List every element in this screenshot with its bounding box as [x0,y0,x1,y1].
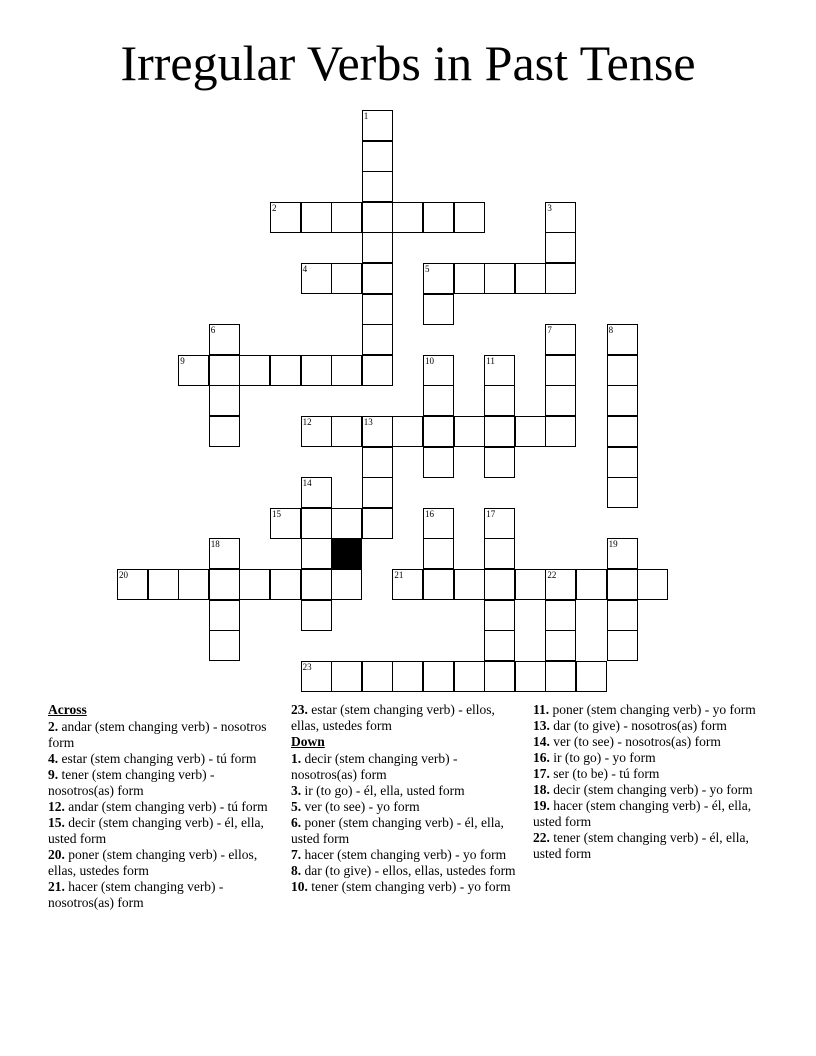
grid-cell[interactable] [301,416,332,447]
grid-cell[interactable] [362,447,393,478]
grid-cell[interactable] [607,569,638,600]
clue-text: poner (stem changing verb) - ellos, ellas, ustedes form [48,847,258,878]
grid-cell[interactable] [331,661,362,692]
clue-item [533,782,763,798]
cell-number: 8 [608,325,614,336]
cell-number: 6 [210,325,216,336]
clue-text: tener (stem changing verb) - nosotros(as) form [48,767,215,798]
clue-number: 4. [48,751,59,766]
clue-item [533,750,763,766]
grid-cell[interactable] [545,202,576,233]
grid-cell[interactable] [454,569,485,600]
clue-number: 5. [291,799,302,814]
clue-number: 7. [291,847,302,862]
clue-item [48,879,278,911]
clue-item [48,767,278,799]
clue-number: 12. [48,799,65,814]
clue-text: hacer (stem changing verb) - él, ella, usted form [533,798,752,829]
grid-cell[interactable] [607,447,638,478]
clue-text: poner (stem changing verb) - yo form [552,702,756,717]
grid-cell[interactable] [423,385,454,416]
cell-number: 21 [394,570,404,580]
clue-number: 22. [533,830,550,845]
grid-cell[interactable] [423,294,454,325]
grid-cell[interactable] [545,630,576,661]
clue-number: 16. [533,750,550,765]
grid-cell[interactable] [117,569,148,600]
grid-cell[interactable] [178,569,209,600]
grid-cell[interactable] [637,569,668,600]
cell-number: 16 [425,508,434,519]
clue-item [533,702,763,718]
clue-text: ver (to see) - yo form [304,799,420,814]
grid-cell[interactable] [392,661,423,692]
clue-text: decir (stem changing verb) - nosotros(as) form [291,751,458,782]
cell-number: 5 [425,264,430,274]
clue-item [291,799,521,815]
cell-number: 3 [547,202,552,213]
grid-cell[interactable] [576,569,607,600]
grid-cell[interactable] [148,569,179,600]
clue-item [533,718,763,734]
cell-number: 12 [302,417,312,427]
grid-cell[interactable] [515,661,546,692]
grid-cell[interactable] [362,508,393,539]
clue-column-2 [291,702,521,895]
clue-item [533,734,763,750]
clue-column-1 [48,702,278,911]
cell-number: 2 [272,202,277,213]
grid-cell[interactable] [484,569,515,600]
grid-cell[interactable] [209,324,240,355]
clue-text: dar (to give) - ellos, ellas, ustedes form [304,863,516,878]
clue-number: 10. [291,879,308,894]
grid-cell[interactable] [607,355,638,386]
grid-cell[interactable] [423,661,454,692]
clue-item [48,799,278,815]
grid-cell[interactable] [301,202,332,233]
cell-number: 18 [210,539,220,550]
cell-number: 9 [180,355,185,366]
clue-number: 9. [48,767,59,782]
grid-cell[interactable] [454,202,485,233]
clue-text: ir (to go) - yo form [553,750,656,765]
grid-cell[interactable] [270,508,301,539]
grid-cell[interactable] [607,600,638,631]
clue-text: poner (stem changing verb) - él, ella, usted form [291,815,504,846]
grid-cell[interactable] [362,141,393,172]
grid-cell[interactable] [545,385,576,416]
grid-cell[interactable] [545,232,576,263]
cell-number: 10 [425,355,434,366]
grid-cell[interactable] [545,600,576,631]
grid-cell[interactable] [362,355,393,386]
clue-item [533,830,763,862]
grid-cell[interactable] [209,355,240,386]
grid-cell[interactable] [301,569,332,600]
clue-text: ser (to be) - tú form [553,766,660,781]
grid-cell[interactable] [178,355,209,386]
cell-number: 22 [547,570,557,580]
clue-text: ver (to see) - nosotros(as) form [553,734,721,749]
grid-cell[interactable] [362,294,393,325]
grid-cell[interactable] [484,447,515,478]
grid-cell[interactable] [515,569,546,600]
grid-cell[interactable] [423,416,454,447]
clue-number: 14. [533,734,550,749]
grid-cell[interactable] [270,569,301,600]
clue-number: 20. [48,847,65,862]
grid-cell[interactable] [545,569,576,600]
grid-cell[interactable] [392,202,423,233]
clue-text: ir (to go) - él, ella, usted form [304,783,465,798]
grid-cell[interactable] [301,600,332,631]
clue-item [48,815,278,847]
grid-cell[interactable] [576,661,607,692]
clue-number: 11. [533,702,550,717]
clue-item [48,847,278,879]
clue-text: hacer (stem changing verb) - yo form [304,847,507,862]
clue-text: estar (stem changing verb) - ellos, ellas, ustedes form [291,702,495,733]
clue-number: 6. [291,815,302,830]
grid-cell[interactable] [607,630,638,661]
grid-cell[interactable] [484,630,515,661]
grid-cell[interactable] [392,569,423,600]
grid-cell[interactable] [331,202,362,233]
grid-cell[interactable] [209,416,240,447]
grid-cell[interactable] [270,355,301,386]
grid-cell[interactable] [362,661,393,692]
grid-cell[interactable] [484,661,515,692]
grid-cell[interactable] [239,355,270,386]
puzzle-title: Irregular Verbs in Past Tense [120,35,696,91]
grid-cell[interactable] [484,538,515,569]
clue-number: 15. [48,815,65,830]
cell-number: 4 [302,264,308,274]
grid-cell[interactable] [362,477,393,508]
clue-item [291,783,521,799]
grid-cell[interactable] [301,477,332,508]
grid-cell[interactable] [209,538,240,569]
grid-cell[interactable] [545,355,576,386]
grid-cell[interactable] [270,202,301,233]
grid-cell[interactable] [423,355,454,386]
clue-number: 2. [48,719,59,734]
grid-cell[interactable] [331,416,362,447]
cell-number: 20 [119,570,128,580]
grid-cell[interactable] [484,355,515,386]
clue-text: dar (to give) - nosotros(as) form [553,718,727,733]
clue-text: hacer (stem changing verb) - nosotros(as) form [48,879,224,910]
grid-cell[interactable] [515,263,546,294]
grid-cell[interactable] [392,416,423,447]
clue-item [533,798,763,830]
grid-cell[interactable] [239,569,270,600]
clue-item [291,751,521,783]
grid-cell[interactable] [209,569,240,600]
clue-text: estar (stem changing verb) - tú form [61,751,257,766]
clue-number: 19. [533,798,550,813]
clue-number: 21. [48,879,65,894]
grid-cell[interactable] [545,263,576,294]
grid-cell[interactable] [331,508,362,539]
clue-text: andar (stem changing verb) - nosotros form [48,719,267,750]
grid-cell[interactable] [484,385,515,416]
grid-cell[interactable] [362,171,393,202]
clue-text: tener (stem changing verb) - yo form [311,879,511,894]
grid-cell[interactable] [362,232,393,263]
grid-cell[interactable] [515,416,546,447]
grid-cell[interactable] [484,416,515,447]
clue-item [291,815,521,847]
clue-number: 23. [291,702,308,717]
grid-cell[interactable] [209,630,240,661]
grid-cell[interactable] [362,324,393,355]
grid-cell[interactable] [362,416,393,447]
grid-cell[interactable] [423,508,454,539]
clue-item [291,863,521,879]
grid-cell[interactable] [545,416,576,447]
grid-cell[interactable] [301,508,332,539]
clue-text: andar (stem changing verb) - tú form [68,799,268,814]
grid-cell[interactable] [209,600,240,631]
grid-cell[interactable] [362,263,393,294]
grid-cell[interactable] [607,477,638,508]
cell-number: 7 [547,325,552,336]
clue-item [48,719,278,751]
clue-item [291,879,521,895]
cell-number: 23 [302,661,312,672]
grid-cell[interactable] [362,110,393,141]
clue-item [291,702,521,734]
cell-number: 11 [486,355,495,366]
cell-number: 14 [302,478,312,489]
black-square [331,538,362,569]
clue-item [291,847,521,863]
grid-cell[interactable] [301,263,332,294]
grid-cell[interactable] [545,661,576,692]
clue-number: 13. [533,718,550,733]
cell-number: 17 [486,508,496,519]
grid-cell[interactable] [331,263,362,294]
clue-text: decir (stem changing verb) - yo form [553,782,753,797]
across-header: Across [48,702,87,717]
grid-cell[interactable] [607,385,638,416]
down-header: Down [291,734,325,749]
grid-cell[interactable] [484,263,515,294]
grid-cell[interactable] [607,416,638,447]
clue-item [48,751,278,767]
grid-cell[interactable] [423,447,454,478]
grid-cell[interactable] [423,569,454,600]
grid-cell[interactable] [454,263,485,294]
grid-cell[interactable] [454,661,485,692]
clue-text: decir (stem changing verb) - él, ella, usted form [48,815,264,846]
grid-cell[interactable] [484,600,515,631]
clue-number: 8. [291,863,302,878]
clue-number: 18. [533,782,550,797]
grid-cell[interactable] [331,569,362,600]
grid-cell[interactable] [301,538,332,569]
cell-number: 13 [363,417,373,427]
grid-cell[interactable] [301,661,332,692]
grid-cell[interactable] [362,202,393,233]
clue-number: 3. [291,783,302,798]
cell-number: 1 [363,111,369,121]
cell-number: 15 [272,508,281,519]
clue-item [533,766,763,782]
clue-number: 1. [291,751,302,766]
grid-cell[interactable] [607,324,638,355]
grid-cell[interactable] [301,355,332,386]
cell-number: 19 [608,539,618,550]
clue-number: 17. [533,766,550,781]
grid-cell[interactable] [331,355,362,386]
grid-cell[interactable] [423,202,454,233]
clue-text: tener (stem changing verb) - él, ella, usted form [533,830,749,861]
grid-cell[interactable] [423,263,454,294]
clue-column-3 [533,702,763,862]
grid-cell[interactable] [484,508,515,539]
grid-cell[interactable] [209,385,240,416]
grid-cell[interactable] [545,324,576,355]
grid-cell[interactable] [454,416,485,447]
grid-cell[interactable] [607,538,638,569]
grid-cell[interactable] [423,538,454,569]
